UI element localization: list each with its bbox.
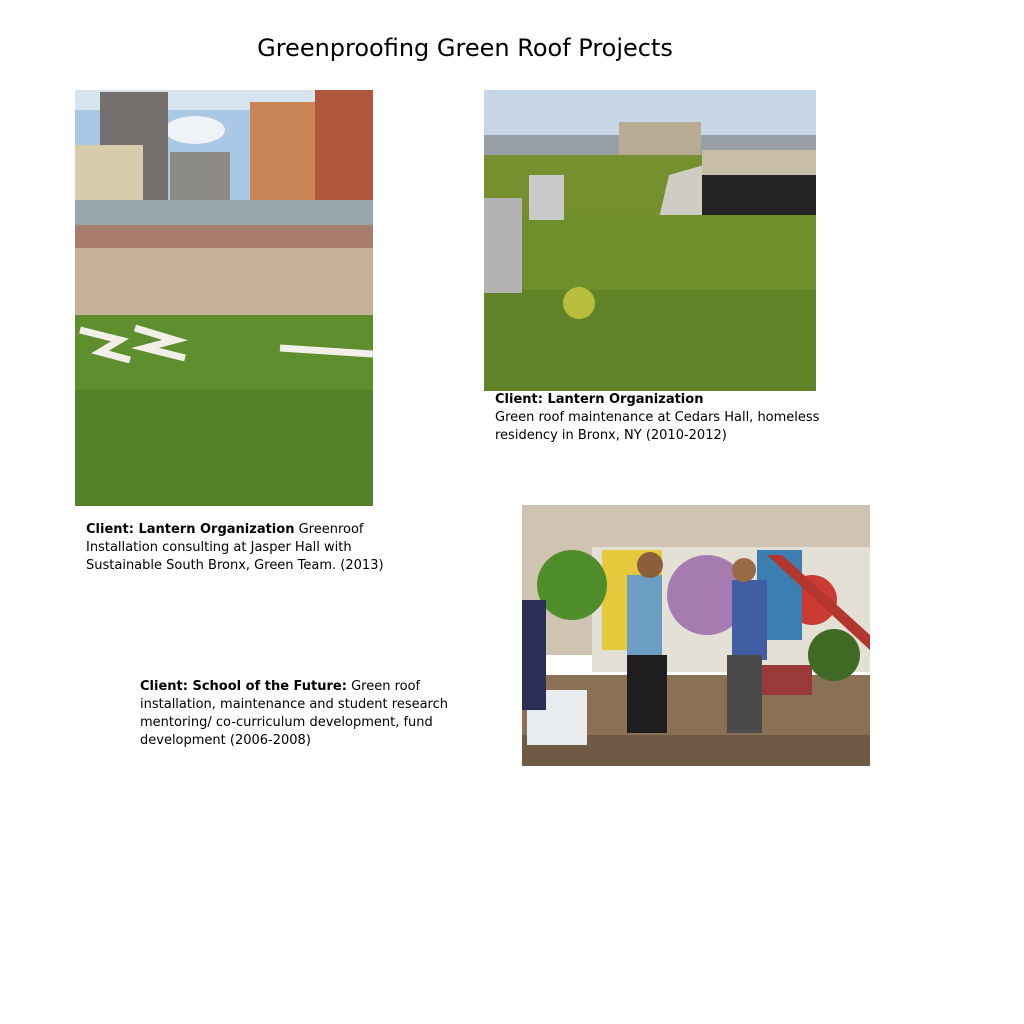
cedars-hall-client: Client: Lantern Organization xyxy=(495,392,704,407)
jasper-hall-caption xyxy=(86,521,431,575)
cedars-hall-caption xyxy=(495,391,870,445)
page-title: Greenproofing Green Roof Projects xyxy=(257,34,673,62)
school-of-future-caption xyxy=(140,678,500,750)
cedars-hall-roof-photo xyxy=(484,90,816,391)
school-of-future-client: Client: School of the Future: xyxy=(140,679,347,694)
jasper-hall-roof-photo xyxy=(75,90,373,506)
jasper-hall-client: Client: Lantern Organization xyxy=(86,522,295,537)
cedars-hall-description: Green roof maintenance at Cedars Hall, homeless residency in Bronx, NY (2010-2012) xyxy=(495,410,820,443)
school-of-future-roof-photo xyxy=(522,505,870,766)
school-of-future-description: Green roof installation, maintenance and student research mentoring/ co-curriculum development, fund development (2006-2008) xyxy=(140,679,449,748)
jasper-hall-description: Greenroof Installation consulting at Jasper Hall with Sustainable South Bronx, Green Team. (2013) xyxy=(86,522,384,573)
